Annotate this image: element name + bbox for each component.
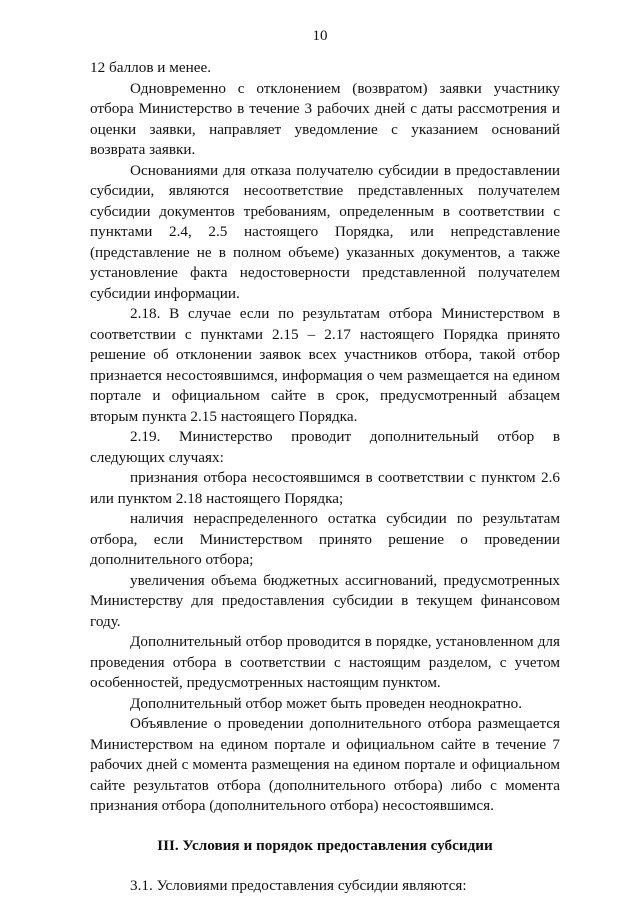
page-number: 10 xyxy=(312,28,328,44)
section-heading: III. Условия и порядок предоставления субсидии xyxy=(157,836,493,854)
paragraph: Объявление о проведении дополнительного отбора размещается Министерством на едином портале и официальном сайте в течение 7 рабочих дней с момента размещения на едином портале и официальном сайте результатов отбора (дополнительного отбора) либо с момента признания отбора (дополнительного отбора) несостоявшимся. xyxy=(90,715,560,814)
paragraph: Дополнительный отбор проводится в порядке, установленном для проведения отбора в соответствии с настоящим разделом, с учетом особенностей, предусмотренных настоящим пунктом. xyxy=(90,633,560,691)
paragraph: Дополнительный отбор может быть проведен неоднократно. xyxy=(130,694,523,712)
paragraph: наличия нераспределенного остатка субсидии по результатам отбора, если Министерством принято решение о проведении дополнительного отбора; xyxy=(90,510,560,568)
paragraph: 2.19. Министерство проводит дополнительный отбор в следующих случаях: xyxy=(90,428,560,466)
paragraph: 2.18. В случае если по результатам отбора Министерством в соответствии с пунктами 2.15 – 2.17 настоящего Порядка принято решение об отклонении заявок всех участников отбора, такой отбор признается несостоявшимся, информация о чем размещается на едином портале и официальном сайте в срок, предусмотренный абзацем вторым пункта 2.15 настоящего Порядка. xyxy=(90,305,560,425)
paragraph: Одновременно с отклонением (возвратом) заявки участнику отбора Министерство в течение 3 рабочих дней с даты рассмотрения и оценки заявки, направляет уведомление с указанием оснований возврата заявки. xyxy=(90,79,560,158)
paragraph: Основаниями для отказа получателю субсидии в предоставлении субсидии, являются несоответствие представленных получателем субсидии документов требованиям, определенным в соответствии с пунктами 2.4, 2.5 настоящего Порядка, или непредставление (представление не в полном объеме) указанных документов, а также установление факта недостоверности представленной получателем субсидии информации. xyxy=(90,161,560,302)
paragraph: увеличения объема бюджетных ассигнований, предусмотренных Министерству для предоставления субсидии в текущем финансовом году. xyxy=(90,571,560,630)
paragraph: признания отбора несостоявшимся в соответствии с пунктом 2.6 или пунктом 2.18 настоящего Порядка; xyxy=(90,469,560,507)
document-body xyxy=(90,58,560,897)
paragraph: 3.1. Условиями предоставления субсидии являются: xyxy=(130,877,467,894)
paragraph: 12 баллов и менее. xyxy=(90,59,211,76)
